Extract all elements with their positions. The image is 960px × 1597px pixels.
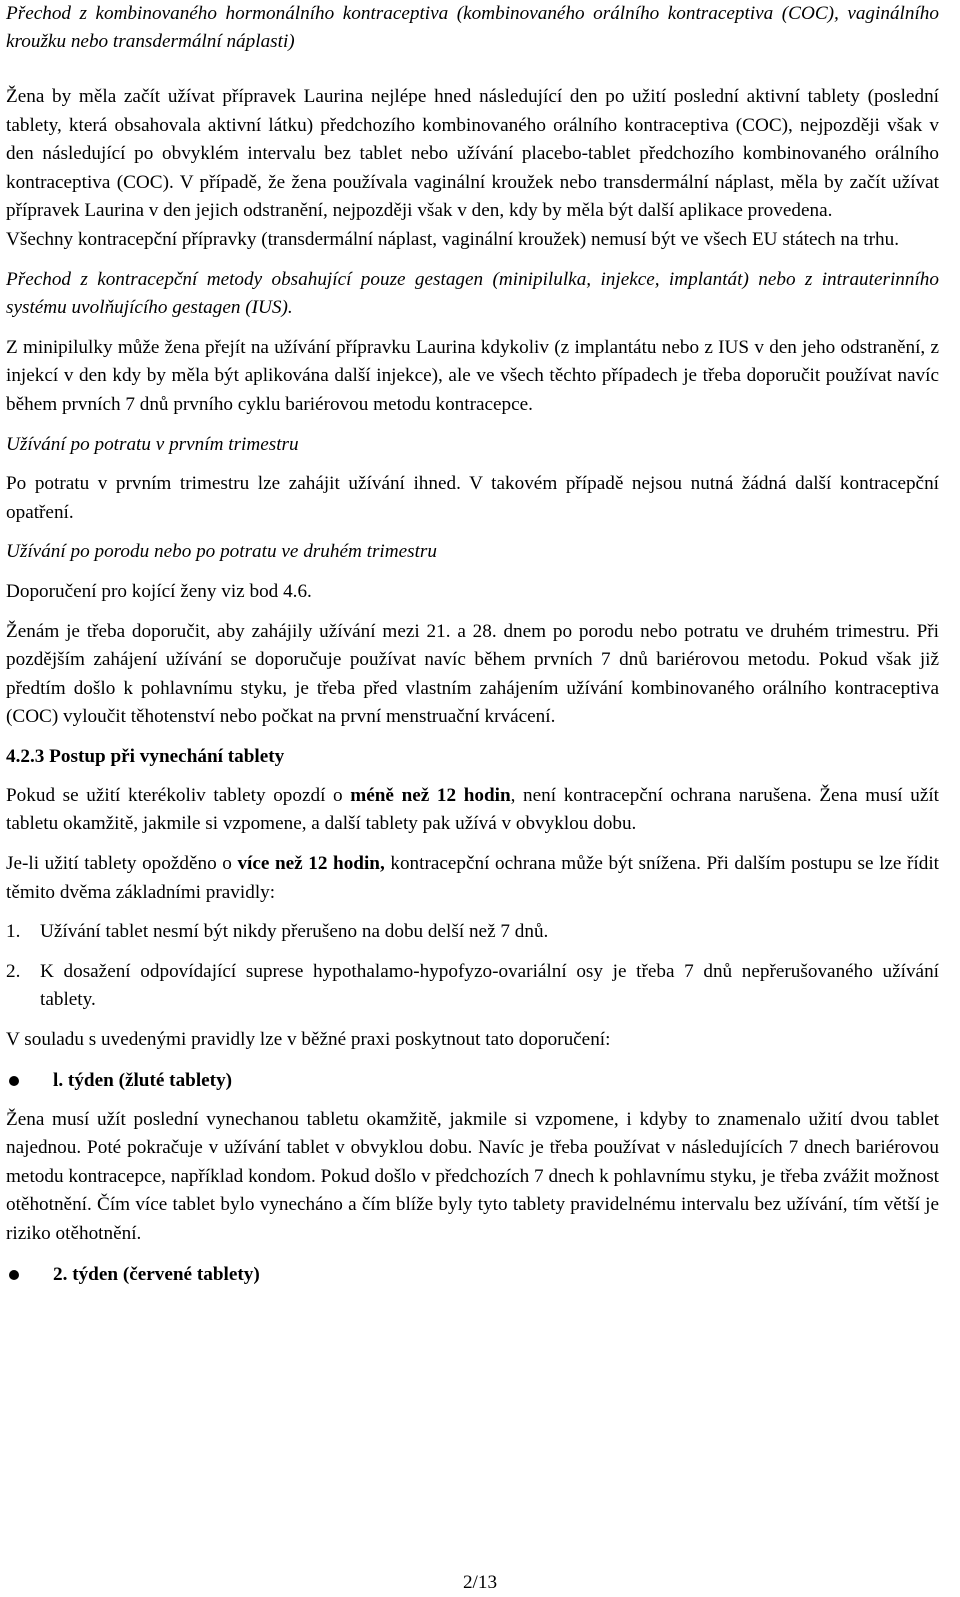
list-item	[6, 958, 939, 1015]
week2-heading	[6, 1261, 939, 1289]
rule-text: K dosažení odpovídající suprese hypothalamo-hypofyzo-ovariální osy je třeba 7 dnů nepřerušovaného užívání tablety.	[40, 960, 939, 1011]
rule-number: 1.	[6, 921, 21, 943]
breastfeeding-reference: Doporučení pro kojící ženy viz bod 4.6.	[6, 580, 312, 602]
missed-over-12h-paragraph	[6, 850, 939, 907]
week2-heading-label: 2. týden (červené tablety)	[53, 1263, 260, 1285]
rule-number: 2.	[6, 960, 21, 982]
missed-over-12h-bold: více než 12 hodin,	[237, 853, 385, 875]
recommendations-intro: V souladu s uvedenými pravidly lze v běžné praxi poskytnout tato doporučení:	[6, 1029, 611, 1051]
postpartum-heading: Užívání po porodu nebo po potratu ve druhém trimestru	[6, 541, 437, 563]
bullet-icon	[9, 1270, 19, 1280]
missed-under-12h-bold: méně než 12 hodin	[350, 784, 511, 806]
missed-under-12h-paragraph	[6, 782, 939, 839]
week1-heading	[6, 1067, 939, 1095]
coc-transition-paragraph: Žena by měla začít užívat přípravek Laurina nejlépe hned následující den po užití poslední aktivní tablety (poslední tablety, která obsahovala aktivní látku) předchozího kombinovaného orálního kontraceptiva (COC), nejpozději však v den následující po obvyklém intervalu bez tablet nebo užívání placebo-tablet předchozího kombinovaného orálního kontraceptiva (COC). V případě, že žena používala vaginální kroužek nebo transdermální náplast, měla by začít užívat přípravek Laurina v den jejich odstranění, nejpozději však v den, kdy by měla být další aplikace provedena.	[6, 86, 939, 222]
first-trimester-heading: Užívání po potratu v prvním trimestru	[6, 433, 299, 455]
missed-under-12h-text-b: , není kontracepční ochrana narušena. Žena musí užít tabletu okamžitě, jakmile si vzpomene, a další tablety pak užívá v obvyklou dobu.	[6, 784, 940, 835]
first-trimester-paragraph: Po potratu v prvním trimestru lze zahájit užívání ihned. V takovém případě nejsou nutná žádná další kontracepční opatření.	[6, 473, 939, 523]
missed-over-12h-text-b: kontracepční ochrana může být snížena. Při dalším postupu se lze řídit těmito dvěma základními pravidly:	[6, 853, 939, 903]
missed-tablet-heading: 4.2.3 Postup při vynechání tablety	[6, 745, 285, 767]
week1-heading-label: l. týden (žluté tablety)	[53, 1069, 233, 1091]
bullet-icon	[9, 1076, 19, 1086]
missed-over-12h-text-a: Je-li užití tablety opožděno o	[6, 853, 238, 875]
coc-availability-paragraph: Všechny kontracepční přípravky (transdermální náplast, vaginální kroužek) nemusí být ve všech EU státech na trhu.	[6, 228, 899, 250]
list-item	[6, 918, 939, 947]
week1-paragraph: Žena musí užít poslední vynechanou tabletu okamžitě, jakmile si vzpomene, i kdyby to znamenalo užití dvou tablet najednou. Poté pokračuje v užívání tablet v obvyklou dobu. Navíc je třeba používat v následujících 7 dnech bariérovou metodu kontracepce, například kondom. Pokud došlo v předchozích 7 dnech k pohlavnímu styku, je třeba zvážit možnost otěhotnění. Čím více tablet bylo vynecháno a čím blíže byly tyto tablety pravidelnému intervalu bez užívání, tím větší je riziko otěhotnění.	[6, 1108, 939, 1244]
postpartum-paragraph: Ženám je třeba doporučit, aby zahájily užívání mezi 21. a 28. dnem po porodu nebo potratu ve druhém trimestru. Při pozdějším zahájení užívání se doporučuje používat navíc během prvních 7 dnů bariérovou metodu. Pokud však již předtím došlo k pohlavnímu styku, je třeba před vlastním zahájením užívání kombinovaného orálního kontraceptiva (COC) vyloučit těhotenství nebo počkat na první menstruační krvácení.	[6, 620, 939, 728]
page-number: 2/13	[462, 1572, 498, 1593]
rule-text: Užívání tablet nesmí být nikdy přerušeno na dobu delší než 7 dnů.	[40, 921, 549, 943]
gestagen-transition-paragraph: Z minipilulky může žena přejít na užívání přípravku Laurina kdykoliv (z implantátu nebo z IUS v den jeho odstranění, z injekcí v den kdy by měla být aplikována další injekce), ale ve všech těchto případech je třeba doporučit používat navíc během prvních 7 dnů prvního cyklu bariérovou metodu kontracepce.	[6, 336, 939, 415]
document-page	[6, 0, 939, 1289]
rules-list	[6, 918, 939, 1015]
gestagen-transition-heading: Přechod z kontracepční metody obsahující pouze gestagen (minipilulka, injekce, implantát) nebo z intrauterinního systému uvolňujícího gestagen (IUS).	[6, 268, 939, 319]
coc-transition-heading: Přechod z kombinovaného hormonálního kontraceptiva (kombinovaného orálního kontraceptiva (COC), vaginálního kroužku nebo transdermální náplasti)	[6, 3, 939, 52]
missed-under-12h-text-a: Pokud se užití kterékoliv tablety opozdí o	[6, 784, 351, 806]
